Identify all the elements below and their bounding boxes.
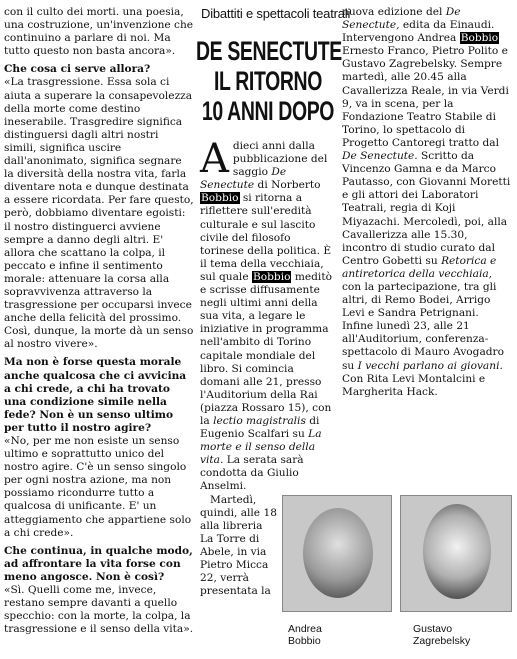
highlighted-name: Bobbio [460,32,499,45]
paragraph: «No, per me non esiste un senso ultimo e soprattutto unico del nostro agire. C'è un senso singolo per ogni nostra azione, ma non possiamo ricondurre tutto a qualcosa di unificante. E' un atteggiamento che appartiene solo a chi crede». [4,435,192,539]
paragraph: Adieci anni dalla pubblicazione del saggio De Senectute di Norberto Bobbio si ritorna a riflettere sull'eredità culturale e sul lascito civile del filosofo torinese della politica. È il tema della vecchiaia, sul quale Bobbio meditò e scrisse diffusamente negli ultimi anni della sua vita, a legare le iniziative in programma nell'ambito di Torino capitale mondiale del libro. Si comincia domani alle 21, presso l'Auditorium della Rai (piazza Rossaro 15), con la lectio magistralis di Eugenio Scalfari su La morte e il senso della vita. La serata sarà condotta da Giulio Anselmi. [200,136,332,493]
question: Che continua, in qualche modo, ad affrontare la vita forse con meno angosce. Non è così? [4,544,193,583]
portrait-face [303,508,373,598]
paragraph: «La trasgressione. Essa sola ci aiuta a superare la consapevolezza della morte come destino ineserabile. Trasgredire significa distinguersi dagli altri nostri simili, significa uscire dall'anonimato, significa segnare la diversità della nostra vita, farla diventare nota e dunque destinata a essere ricordata. Per fare questo, però, dobbiamo diventare egoisti: il nostro distinguerci avviene sempre a danno degli altri. E' allora che scattano la colpa, il peccato e infine il sentimento morale: attenuare la corsa alla sopravvivenza attraverso la trasgressione per occuparsi invece anche della felicità del prossimo. Così, dunque, la morte dà un senso al nostro vivere». [4,76,194,351]
question: Che cosa ci serve allora? [4,63,151,76]
headline-line: IL RITORNO [213,66,322,96]
photo-caption: Gustavo Zagrebelsky [413,623,471,647]
paragraph: nuova edizione del De Senectute, edita da Einaudi. Intervengono Andrea Bobbio Ernesto Franco, Pietro Polito e Gustavo Zagrebelsky. Sempre martedì, alle 20.45 alla Cavallerizza Reale, in via Verdi 9, va in scena, per la Fondazione Teatro Stabile di Torino, lo spettacolo di Progetto Cantoregi tratto dal De Senectute. Scritto da Vincenzo Gamna e da Marco Pautasso, con Giovanni Moretti e gli attori dei Laboratori Teatrali, regia di Koji Miyazachi. Mercoledì, poi, alla Cavallerizza alle 15.30, incontro di studio curato dal Centro Gobetti su Retorica e antiretorica della vecchiaia, con la partecipazione, tra gli altri, di Remo Bodei, Arrigo Levi e Sandra Petrignani. Infine lunedì 23, alle 21 all'Auditorium, conferenza-spettacolo di Mauro Avogadro su I vecchi parlano ai giovani. Con Rita Levi Montalcini e Margherita Hack. [342,6,511,398]
headline-line: 10 ANNI DOPO [201,96,335,126]
article-column-right [342,6,513,399]
highlighted-name: Bobbio [252,270,291,283]
headline-line: DE SENECTUTE [196,36,342,66]
interview-column [4,6,194,636]
portrait-photo [282,495,392,612]
paragraph: Martedì, quindi, alle 18 alla libreria La Torre di Abele, in via Pietro Micca 22, verrà presentata la [200,493,277,598]
highlighted-name: Bobbio [201,192,239,205]
drop-cap: A [200,136,229,182]
photo-caption: Andrea Bobbio [288,623,322,647]
paragraph: con il culto dei morti. una poesia, una costruzione, un'invenzione che continuino a parlare di noi. Ma tutto questo non basta ancora». [4,6,194,58]
article-headline [196,36,340,126]
question: Ma non è forse questa morale anche qualcosa che ci avvicina a chi crede, a chi ha trovato una condizione simile nella fede? Non è un senso ultimo per tutto il nostro agire? [4,356,187,434]
paragraph: «Sì. Quelli come me, invece, restano sempre davanti a quello specchio: con la morte, la colpa, la trasgressione e il senso della vita». [4,584,194,636]
section-kicker: Dibattiti e spettacoli teatrali [201,6,351,21]
portrait-face [423,504,491,599]
portrait-photo [400,495,512,612]
